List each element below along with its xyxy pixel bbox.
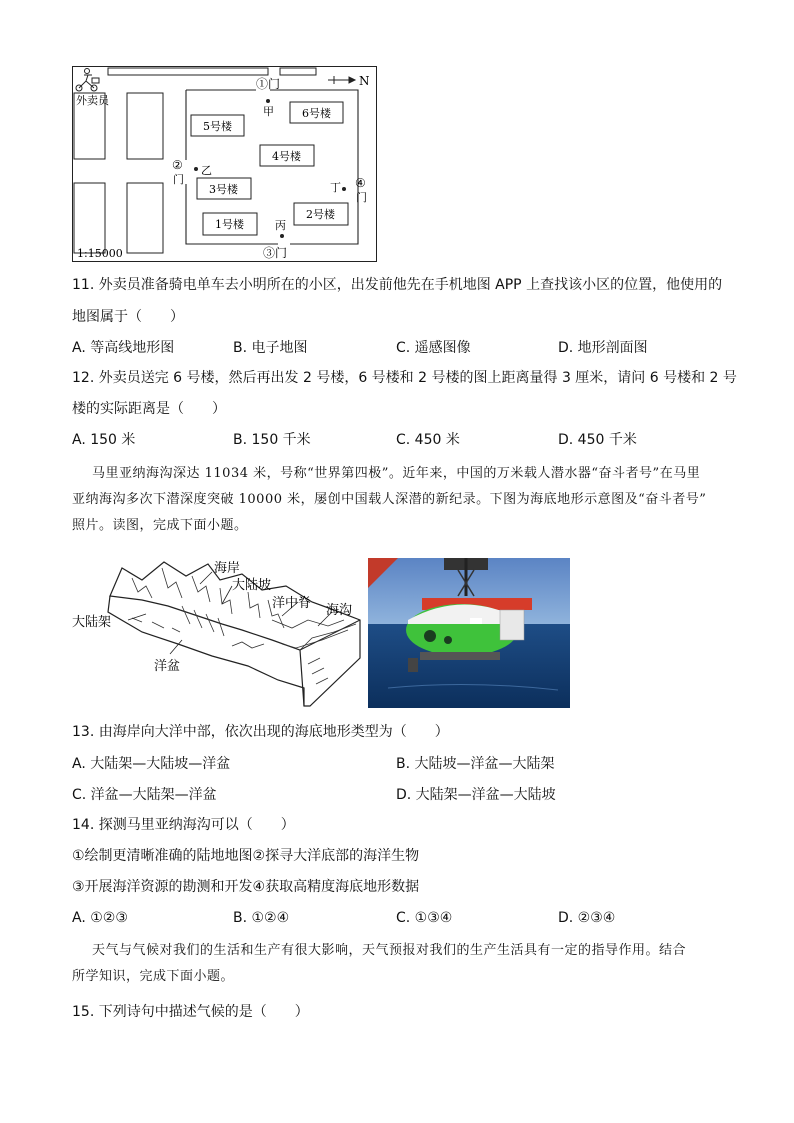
- gate-4-num: ④: [355, 176, 366, 190]
- label-mid-ocean-ridge: 洋中脊: [272, 596, 312, 611]
- building-3-label: 3号楼: [209, 183, 238, 196]
- q15-stem: 15. 下列诗句中描述气候的是（ ）: [72, 1004, 309, 1020]
- north-label: N: [359, 74, 370, 88]
- fendouzhe-submersible-photo: [368, 558, 570, 708]
- intro1-line2: 亚纳海沟多次下潜深度突破 10000 米，屡创中国载人深潜的新纪录。下图为海底地形示意图及“奋斗者号”: [72, 492, 707, 507]
- q12-option-a[interactable]: A. 150 米: [72, 432, 136, 448]
- courier-label: 外卖员: [76, 94, 109, 107]
- point-bing: 丙: [275, 219, 286, 232]
- point-ding: 丁: [330, 181, 341, 194]
- point-jia: 甲: [263, 105, 274, 118]
- intro2-line1: 天气与气候对我们的生活和生产有很大影响，天气预报对我们的生产生活具有一定的指导作用。结合: [92, 943, 687, 958]
- intro1-line3: 照片。读图，完成下面小题。: [72, 518, 248, 533]
- q14-option-c[interactable]: C. ①③④: [396, 910, 453, 926]
- gate-4-char: 门: [356, 191, 367, 204]
- block-left-bottom: [74, 183, 105, 253]
- block-mid-top: [127, 93, 163, 159]
- q14-option-a[interactable]: A. ①②③: [72, 910, 128, 926]
- intro-paragraph-2: [72, 938, 722, 990]
- intro2-line2: 所学知识，完成下面小题。: [72, 969, 235, 984]
- q12-option-d[interactable]: D. 450 千米: [558, 432, 637, 448]
- community-map: [72, 66, 377, 262]
- q11-stem-line1: 11. 外卖员准备骑电单车去小明所在的小区，出发前他先在手机地图 APP 上查找该小区的位置，他使用的: [72, 277, 723, 293]
- label-trench: 海沟: [326, 603, 353, 618]
- label-continental-slope: 大陆坡: [232, 578, 272, 593]
- seabed-diagram: [72, 558, 364, 708]
- q14-items-line2: ③开展海洋资源的勘测和开发④获取高精度海底地形数据: [72, 879, 420, 895]
- label-ocean-basin: 洋盆: [154, 659, 181, 674]
- q12-option-b[interactable]: B. 150 千米: [233, 432, 311, 448]
- gate-2-num: ②: [172, 158, 183, 172]
- q14-stem: 14. 探测马里亚纳海沟可以（ ）: [72, 817, 295, 833]
- building-2-label: 2号楼: [306, 208, 335, 221]
- gate-1-label: ①门: [256, 77, 281, 91]
- gate-3-label: ③门: [263, 246, 288, 260]
- label-continental-shelf: 大陆架: [72, 615, 112, 630]
- q11-stem-line2: 地图属于（ ）: [72, 309, 184, 325]
- q11-option-b[interactable]: B. 电子地图: [233, 340, 308, 356]
- q11-option-d[interactable]: D. 地形剖面图: [558, 340, 648, 356]
- q12-stem-line2: 楼的实际距离是（ ）: [72, 401, 226, 417]
- building-4-label: 4号楼: [272, 150, 301, 163]
- block-mid-bottom: [127, 183, 163, 253]
- top-wall-block: [108, 68, 268, 75]
- label-coast: 海岸: [214, 561, 241, 576]
- q13-option-d[interactable]: D. 大陆架—洋盆—大陆坡: [396, 787, 556, 803]
- point-yi: 乙: [201, 164, 212, 177]
- top-right-block: [280, 68, 316, 75]
- building-6-label: 6号楼: [302, 107, 331, 120]
- gate-2-char: 门: [173, 173, 184, 186]
- q14-option-d[interactable]: D. ②③④: [558, 910, 616, 926]
- q13-stem: 13. 由海岸向大洋中部，依次出现的海底地形类型为（ ）: [72, 724, 449, 740]
- q11-option-a[interactable]: A. 等高线地形图: [72, 340, 175, 356]
- intro1-line1: 马里亚纳海沟深达 11034 米，号称“世界第四极”。近年来，中国的万米载人潜水器“奋斗者号”在马里: [92, 466, 701, 481]
- q14-items-line1: ①绘制更清晰准确的陆地地图②探寻大洋底部的海洋生物: [72, 848, 420, 864]
- building-5-label: 5号楼: [203, 120, 232, 133]
- q13-option-a[interactable]: A. 大陆架—大陆坡—洋盆: [72, 756, 231, 772]
- map-scale: 1:15000: [77, 247, 123, 260]
- building-1-label: 1号楼: [215, 218, 244, 231]
- q11-option-c[interactable]: C. 遥感图像: [396, 340, 471, 356]
- q13-option-b[interactable]: B. 大陆坡—洋盆—大陆架: [396, 756, 555, 772]
- intro-paragraph-1: [72, 461, 722, 539]
- q12-option-c[interactable]: C. 450 米: [396, 432, 460, 448]
- q12-stem-line1: 12. 外卖员送完 6 号楼，然后再出发 2 号楼，6 号楼和 2 号楼的图上距离量得 3 厘米，请问 6 号楼和 2 号: [72, 370, 737, 386]
- q13-option-c[interactable]: C. 洋盆—大陆架—洋盆: [72, 787, 217, 803]
- q14-option-b[interactable]: B. ①②④: [233, 910, 290, 926]
